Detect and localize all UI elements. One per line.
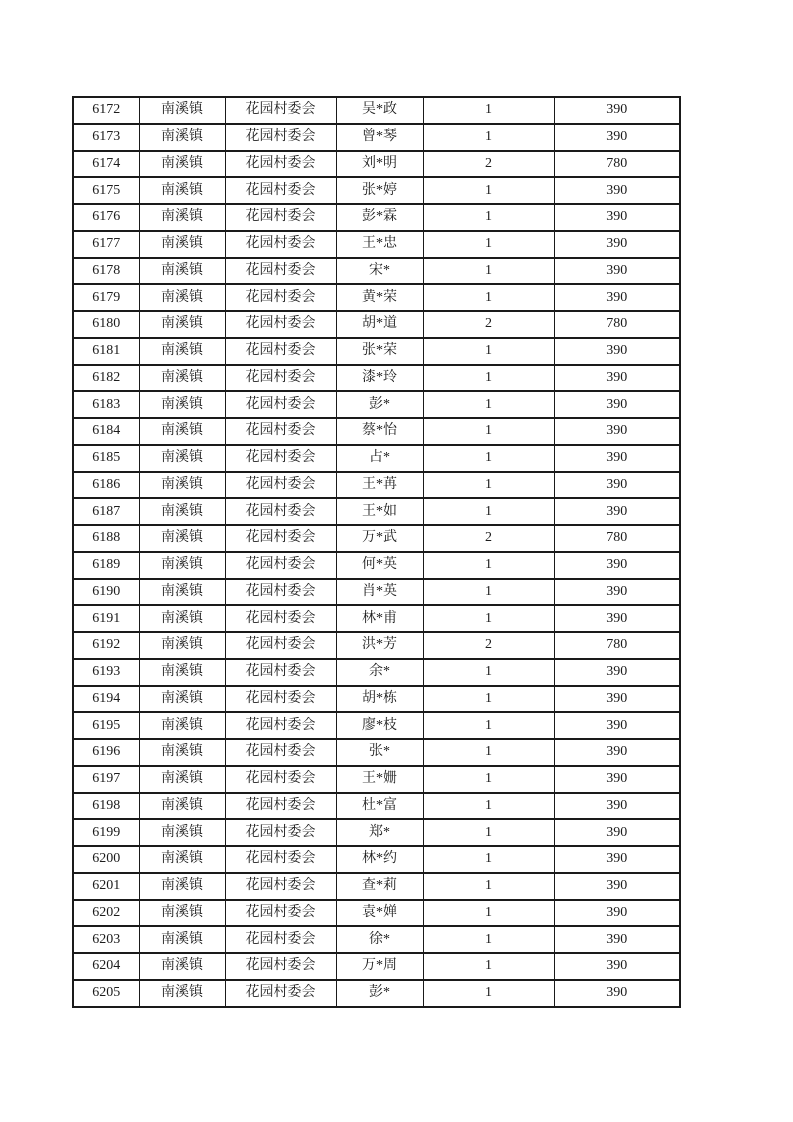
cell-serial-number: 6192 xyxy=(73,632,139,659)
cell-amount: 390 xyxy=(554,284,680,311)
cell-serial-number: 6186 xyxy=(73,472,139,499)
cell-count: 2 xyxy=(423,525,554,552)
cell-town: 南溪镇 xyxy=(139,151,225,178)
cell-person-name: 廖*枝 xyxy=(336,712,423,739)
cell-town: 南溪镇 xyxy=(139,177,225,204)
cell-serial-number: 6187 xyxy=(73,498,139,525)
cell-town: 南溪镇 xyxy=(139,766,225,793)
table-row xyxy=(73,311,680,338)
table-row xyxy=(73,846,680,873)
table-row xyxy=(73,819,680,846)
cell-town: 南溪镇 xyxy=(139,632,225,659)
table-row xyxy=(73,900,680,927)
cell-amount: 390 xyxy=(554,338,680,365)
table-row xyxy=(73,953,680,980)
cell-serial-number: 6204 xyxy=(73,953,139,980)
cell-amount: 390 xyxy=(554,846,680,873)
cell-serial-number: 6197 xyxy=(73,766,139,793)
table-row xyxy=(73,97,680,124)
cell-village-committee: 花园村委会 xyxy=(225,579,336,606)
table-row xyxy=(73,525,680,552)
cell-town: 南溪镇 xyxy=(139,686,225,713)
cell-person-name: 漆*玲 xyxy=(336,365,423,392)
cell-count: 1 xyxy=(423,686,554,713)
cell-village-committee: 花园村委会 xyxy=(225,632,336,659)
cell-town: 南溪镇 xyxy=(139,953,225,980)
cell-town: 南溪镇 xyxy=(139,712,225,739)
cell-amount: 390 xyxy=(554,953,680,980)
table-row xyxy=(73,151,680,178)
cell-town: 南溪镇 xyxy=(139,926,225,953)
cell-serial-number: 6194 xyxy=(73,686,139,713)
cell-amount: 390 xyxy=(554,819,680,846)
cell-count: 1 xyxy=(423,926,554,953)
table-row xyxy=(73,579,680,606)
table-row xyxy=(73,418,680,445)
cell-serial-number: 6175 xyxy=(73,177,139,204)
cell-count: 1 xyxy=(423,338,554,365)
table-row xyxy=(73,632,680,659)
cell-count: 1 xyxy=(423,445,554,472)
table-row xyxy=(73,472,680,499)
cell-village-committee: 花园村委会 xyxy=(225,846,336,873)
cell-town: 南溪镇 xyxy=(139,338,225,365)
cell-serial-number: 6196 xyxy=(73,739,139,766)
cell-count: 1 xyxy=(423,980,554,1007)
cell-serial-number: 6185 xyxy=(73,445,139,472)
cell-count: 1 xyxy=(423,953,554,980)
table-row xyxy=(73,712,680,739)
cell-town: 南溪镇 xyxy=(139,124,225,151)
cell-person-name: 林*约 xyxy=(336,846,423,873)
cell-person-name: 万*武 xyxy=(336,525,423,552)
cell-amount: 390 xyxy=(554,258,680,285)
table-row xyxy=(73,873,680,900)
cell-village-committee: 花园村委会 xyxy=(225,97,336,124)
cell-count: 1 xyxy=(423,258,554,285)
cell-amount: 390 xyxy=(554,793,680,820)
cell-serial-number: 6177 xyxy=(73,231,139,258)
cell-count: 1 xyxy=(423,712,554,739)
table-row xyxy=(73,365,680,392)
table-row xyxy=(73,552,680,579)
cell-amount: 390 xyxy=(554,605,680,632)
cell-serial-number: 6173 xyxy=(73,124,139,151)
cell-serial-number: 6172 xyxy=(73,97,139,124)
cell-village-committee: 花园村委会 xyxy=(225,391,336,418)
cell-person-name: 徐* xyxy=(336,926,423,953)
cell-amount: 780 xyxy=(554,525,680,552)
cell-serial-number: 6190 xyxy=(73,579,139,606)
cell-person-name: 占* xyxy=(336,445,423,472)
cell-person-name: 王*姗 xyxy=(336,766,423,793)
cell-village-committee: 花园村委会 xyxy=(225,926,336,953)
cell-serial-number: 6183 xyxy=(73,391,139,418)
cell-person-name: 曾*琴 xyxy=(336,124,423,151)
cell-person-name: 胡*栋 xyxy=(336,686,423,713)
cell-count: 1 xyxy=(423,605,554,632)
cell-village-committee: 花园村委会 xyxy=(225,338,336,365)
cell-person-name: 王*苒 xyxy=(336,472,423,499)
cell-amount: 390 xyxy=(554,177,680,204)
cell-amount: 390 xyxy=(554,873,680,900)
cell-amount: 390 xyxy=(554,739,680,766)
cell-person-name: 林*甫 xyxy=(336,605,423,632)
cell-serial-number: 6184 xyxy=(73,418,139,445)
cell-town: 南溪镇 xyxy=(139,579,225,606)
cell-person-name: 宋* xyxy=(336,258,423,285)
cell-count: 2 xyxy=(423,311,554,338)
cell-serial-number: 6178 xyxy=(73,258,139,285)
cell-village-committee: 花园村委会 xyxy=(225,365,336,392)
cell-person-name: 黄*荣 xyxy=(336,284,423,311)
cell-village-committee: 花园村委会 xyxy=(225,900,336,927)
table-row xyxy=(73,338,680,365)
cell-village-committee: 花园村委会 xyxy=(225,231,336,258)
cell-serial-number: 6200 xyxy=(73,846,139,873)
cell-amount: 390 xyxy=(554,204,680,231)
cell-village-committee: 花园村委会 xyxy=(225,472,336,499)
cell-count: 1 xyxy=(423,873,554,900)
cell-town: 南溪镇 xyxy=(139,980,225,1007)
cell-amount: 390 xyxy=(554,900,680,927)
cell-village-committee: 花园村委会 xyxy=(225,873,336,900)
cell-amount: 390 xyxy=(554,579,680,606)
cell-village-committee: 花园村委会 xyxy=(225,177,336,204)
cell-count: 1 xyxy=(423,739,554,766)
cell-village-committee: 花园村委会 xyxy=(225,258,336,285)
cell-village-committee: 花园村委会 xyxy=(225,605,336,632)
cell-town: 南溪镇 xyxy=(139,819,225,846)
cell-village-committee: 花园村委会 xyxy=(225,712,336,739)
cell-amount: 780 xyxy=(554,311,680,338)
cell-person-name: 刘*明 xyxy=(336,151,423,178)
cell-town: 南溪镇 xyxy=(139,258,225,285)
table-row xyxy=(73,258,680,285)
cell-person-name: 蔡*怡 xyxy=(336,418,423,445)
cell-person-name: 张*婷 xyxy=(336,177,423,204)
cell-count: 2 xyxy=(423,151,554,178)
cell-person-name: 王*如 xyxy=(336,498,423,525)
table-row xyxy=(73,659,680,686)
cell-amount: 390 xyxy=(554,391,680,418)
cell-amount: 390 xyxy=(554,445,680,472)
cell-person-name: 郑* xyxy=(336,819,423,846)
cell-village-committee: 花园村委会 xyxy=(225,124,336,151)
cell-village-committee: 花园村委会 xyxy=(225,525,336,552)
table-body xyxy=(73,97,680,1007)
cell-serial-number: 6174 xyxy=(73,151,139,178)
cell-village-committee: 花园村委会 xyxy=(225,793,336,820)
cell-town: 南溪镇 xyxy=(139,525,225,552)
cell-count: 1 xyxy=(423,284,554,311)
cell-person-name: 彭* xyxy=(336,980,423,1007)
table-row xyxy=(73,686,680,713)
cell-person-name: 张*荣 xyxy=(336,338,423,365)
cell-count: 1 xyxy=(423,766,554,793)
cell-count: 1 xyxy=(423,177,554,204)
cell-serial-number: 6202 xyxy=(73,900,139,927)
cell-amount: 390 xyxy=(554,659,680,686)
cell-count: 1 xyxy=(423,391,554,418)
cell-village-committee: 花园村委会 xyxy=(225,659,336,686)
cell-village-committee: 花园村委会 xyxy=(225,766,336,793)
cell-serial-number: 6198 xyxy=(73,793,139,820)
cell-amount: 390 xyxy=(554,686,680,713)
cell-person-name: 袁*婵 xyxy=(336,900,423,927)
cell-town: 南溪镇 xyxy=(139,659,225,686)
cell-count: 1 xyxy=(423,124,554,151)
cell-amount: 390 xyxy=(554,498,680,525)
cell-serial-number: 6188 xyxy=(73,525,139,552)
cell-serial-number: 6181 xyxy=(73,338,139,365)
cell-village-committee: 花园村委会 xyxy=(225,552,336,579)
cell-count: 1 xyxy=(423,819,554,846)
cell-village-committee: 花园村委会 xyxy=(225,819,336,846)
cell-town: 南溪镇 xyxy=(139,284,225,311)
cell-serial-number: 6199 xyxy=(73,819,139,846)
table-row xyxy=(73,231,680,258)
cell-amount: 390 xyxy=(554,552,680,579)
cell-person-name: 张* xyxy=(336,739,423,766)
cell-person-name: 洪*芳 xyxy=(336,632,423,659)
cell-serial-number: 6195 xyxy=(73,712,139,739)
cell-town: 南溪镇 xyxy=(139,365,225,392)
cell-count: 2 xyxy=(423,632,554,659)
cell-amount: 390 xyxy=(554,231,680,258)
cell-person-name: 万*周 xyxy=(336,953,423,980)
cell-amount: 390 xyxy=(554,418,680,445)
table-row xyxy=(73,498,680,525)
cell-town: 南溪镇 xyxy=(139,97,225,124)
cell-count: 1 xyxy=(423,365,554,392)
cell-count: 1 xyxy=(423,552,554,579)
table-row xyxy=(73,980,680,1007)
cell-serial-number: 6179 xyxy=(73,284,139,311)
cell-amount: 390 xyxy=(554,472,680,499)
cell-serial-number: 6201 xyxy=(73,873,139,900)
cell-person-name: 王*忠 xyxy=(336,231,423,258)
cell-village-committee: 花园村委会 xyxy=(225,284,336,311)
cell-town: 南溪镇 xyxy=(139,311,225,338)
cell-town: 南溪镇 xyxy=(139,445,225,472)
cell-serial-number: 6205 xyxy=(73,980,139,1007)
cell-town: 南溪镇 xyxy=(139,873,225,900)
cell-serial-number: 6193 xyxy=(73,659,139,686)
cell-village-committee: 花园村委会 xyxy=(225,739,336,766)
cell-village-committee: 花园村委会 xyxy=(225,498,336,525)
cell-serial-number: 6191 xyxy=(73,605,139,632)
cell-town: 南溪镇 xyxy=(139,204,225,231)
cell-amount: 390 xyxy=(554,365,680,392)
table-row xyxy=(73,177,680,204)
cell-amount: 390 xyxy=(554,124,680,151)
cell-town: 南溪镇 xyxy=(139,498,225,525)
cell-village-committee: 花园村委会 xyxy=(225,686,336,713)
cell-town: 南溪镇 xyxy=(139,739,225,766)
cell-count: 1 xyxy=(423,793,554,820)
cell-village-committee: 花园村委会 xyxy=(225,311,336,338)
cell-town: 南溪镇 xyxy=(139,391,225,418)
cell-person-name: 杜*富 xyxy=(336,793,423,820)
table-row xyxy=(73,766,680,793)
cell-serial-number: 6189 xyxy=(73,552,139,579)
cell-amount: 390 xyxy=(554,980,680,1007)
cell-amount: 390 xyxy=(554,766,680,793)
cell-person-name: 肖*英 xyxy=(336,579,423,606)
cell-village-committee: 花园村委会 xyxy=(225,151,336,178)
cell-serial-number: 6180 xyxy=(73,311,139,338)
cell-amount: 390 xyxy=(554,97,680,124)
cell-town: 南溪镇 xyxy=(139,418,225,445)
cell-serial-number: 6203 xyxy=(73,926,139,953)
table-row xyxy=(73,124,680,151)
cell-count: 1 xyxy=(423,204,554,231)
cell-town: 南溪镇 xyxy=(139,472,225,499)
cell-count: 1 xyxy=(423,97,554,124)
cell-town: 南溪镇 xyxy=(139,552,225,579)
cell-person-name: 彭* xyxy=(336,391,423,418)
cell-amount: 780 xyxy=(554,632,680,659)
cell-amount: 390 xyxy=(554,712,680,739)
cell-town: 南溪镇 xyxy=(139,900,225,927)
cell-count: 1 xyxy=(423,418,554,445)
table-row xyxy=(73,605,680,632)
table-row xyxy=(73,926,680,953)
cell-serial-number: 6176 xyxy=(73,204,139,231)
cell-village-committee: 花园村委会 xyxy=(225,445,336,472)
cell-count: 1 xyxy=(423,231,554,258)
cell-village-committee: 花园村委会 xyxy=(225,953,336,980)
cell-village-committee: 花园村委会 xyxy=(225,204,336,231)
cell-count: 1 xyxy=(423,498,554,525)
beneficiary-table xyxy=(72,96,681,1008)
table-row xyxy=(73,793,680,820)
cell-town: 南溪镇 xyxy=(139,846,225,873)
cell-person-name: 吴*政 xyxy=(336,97,423,124)
cell-serial-number: 6182 xyxy=(73,365,139,392)
cell-person-name: 查*莉 xyxy=(336,873,423,900)
cell-person-name: 彭*霖 xyxy=(336,204,423,231)
cell-amount: 780 xyxy=(554,151,680,178)
cell-person-name: 何*英 xyxy=(336,552,423,579)
cell-person-name: 胡*道 xyxy=(336,311,423,338)
cell-person-name: 余* xyxy=(336,659,423,686)
table-row xyxy=(73,284,680,311)
cell-amount: 390 xyxy=(554,926,680,953)
cell-count: 1 xyxy=(423,659,554,686)
cell-count: 1 xyxy=(423,900,554,927)
table-row xyxy=(73,445,680,472)
table-row xyxy=(73,204,680,231)
cell-count: 1 xyxy=(423,472,554,499)
cell-town: 南溪镇 xyxy=(139,605,225,632)
cell-village-committee: 花园村委会 xyxy=(225,418,336,445)
cell-town: 南溪镇 xyxy=(139,793,225,820)
cell-town: 南溪镇 xyxy=(139,231,225,258)
cell-count: 1 xyxy=(423,846,554,873)
table-row xyxy=(73,739,680,766)
table-row xyxy=(73,391,680,418)
cell-count: 1 xyxy=(423,579,554,606)
cell-village-committee: 花园村委会 xyxy=(225,980,336,1007)
